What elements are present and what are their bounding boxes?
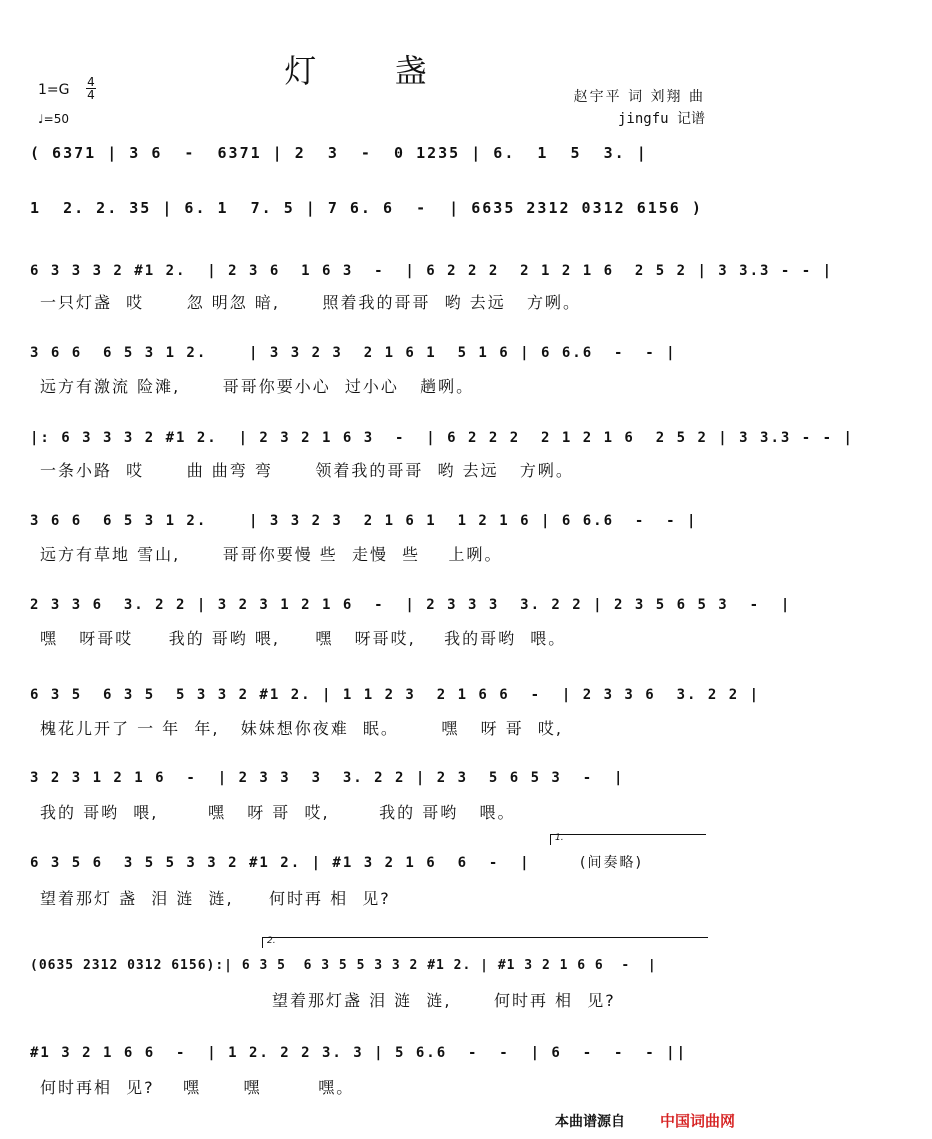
key-signature: 1=G (38, 82, 70, 98)
lyric-line: 望着那灯盏 泪 涟 涟, 何时再 相 见? (272, 991, 616, 1010)
score-line-chorus-1 (30, 592, 792, 618)
site-name-link[interactable]: 中国词曲网 (659, 1112, 735, 1130)
notes: 1 2. 2. 35 | 6. 1 7. 5 | 7 6. 6 - | 6635 2312 0312 6156 ) (30, 199, 703, 217)
volta-1-label: 1. (555, 833, 564, 843)
volta-2-label: 2. (267, 936, 276, 946)
credits-lyricist-composer: 赵宇平 词 刘翔 曲 (573, 89, 705, 105)
song-title: 灯 盏 (284, 52, 461, 90)
score-line-verse2-2 (30, 508, 710, 534)
notes: ( 6371 | 3 6 - 6371 | 2 3 - 0 1235 | 6. 1 5 3. | (30, 144, 648, 162)
score-line-verse1-2 (30, 340, 710, 366)
credits-transcriber: jingfu 记谱 (617, 111, 705, 127)
notes: (0635 2312 0312 6156):| 6 3 5 6 3 5 5 3 3 2 #1 2. | #1 3 2 1 6 6 - | (30, 958, 657, 973)
lyric-line: 何时再相 见? 嘿 嘿 嘿。 (40, 1078, 355, 1097)
lyric-line: 嘿 呀哥哎 我的 哥哟 喂, 嘿 呀哥哎, 我的哥哟 喂。 (40, 629, 567, 648)
notes: |: 6 3 3 3 2 #1 2. | 2 3 2 1 6 3 - | 6 2 2 2 2 1 2 1 6 2 5 2 | 3 3.3 - - | (30, 430, 854, 446)
score-line-chorus-2 (30, 682, 761, 708)
notes: 3 6 6 6 5 3 1 2. | 3 3 2 3 2 1 6 1 5 1 6 | 6 6.6 - - | (30, 345, 677, 361)
interlude-note: (间奏略) (580, 855, 643, 871)
time-signature (86, 76, 96, 101)
lyric-line: 一只灯盏 哎 忽 明忽 暗, 照着我的哥哥 哟 去远 方咧。 (40, 293, 581, 312)
score-line-intro-2 (30, 195, 710, 221)
notes: 6 3 5 6 3 5 5 3 3 2 #1 2. | 1 1 2 3 2 1 6 6 - | 2 3 3 6 3. 2 2 | (30, 687, 761, 703)
notes: 3 6 6 6 5 3 1 2. | 3 3 2 3 2 1 6 1 1 2 1 6 | 6 6.6 - - | (30, 513, 698, 529)
notes: 6 3 3 3 2 #1 2. | 2 3 6 1 6 3 - | 6 2 2 2 2 1 2 1 6 2 5 2 | 3 3.3 - - | (30, 263, 834, 279)
notes: 6 3 5 6 3 5 5 3 3 2 #1 2. | #1 3 2 1 6 6 - | (30, 855, 531, 871)
score-line-verse1-1 (30, 258, 834, 284)
lyric-line: 我的 哥哟 喂, 嘿 呀 哥 哎, 我的 哥哟 喂。 (40, 803, 516, 822)
volta-1-bracket (550, 834, 706, 845)
score-line-chorus-3 (30, 765, 710, 791)
tempo-mark: ♩=50 (38, 112, 69, 126)
source-label: 本曲谱源自 (555, 1114, 625, 1130)
score-line-ending-1 (30, 953, 710, 979)
score-line-ending-2 (30, 1040, 710, 1066)
lyric-line: 远方有草地 雪山, 哥哥你要慢 些 走慢 些 上咧。 (40, 545, 503, 564)
lyric-line: 远方有激流 险滩, 哥哥你要小心 过小心 趟咧。 (40, 377, 475, 396)
lyric-line: 一条小路 哎 曲 曲弯 弯 领着我的哥哥 哟 去远 方咧。 (40, 461, 574, 480)
score-line-intro-1 (30, 140, 710, 166)
notes: #1 3 2 1 6 6 - | 1 2. 2 2 3. 3 | 5 6.6 - - | 6 - - - || (30, 1045, 688, 1061)
score-line-verse2-1 (30, 425, 854, 451)
lyric-line: 槐花儿开了 一 年 年, 妹妹想你夜难 眠。 嘿 呀 哥 哎, (40, 719, 563, 738)
lyric-line: 望着那灯 盏 泪 涟 涟, 何时再 相 见? (40, 889, 391, 908)
notes: 3 2 3 1 2 1 6 - | 2 3 3 3 3. 2 2 | 2 3 5 6 5 3 - | (30, 770, 625, 786)
time-sig-bottom: 4 (87, 88, 95, 102)
volta-2-bracket (262, 937, 708, 948)
notes: 2 3 3 6 3. 2 2 | 3 2 3 1 2 1 6 - | 2 3 3 3 3. 2 2 | 2 3 5 6 5 3 - | (30, 597, 792, 613)
time-sig-top: 4 (87, 75, 95, 89)
